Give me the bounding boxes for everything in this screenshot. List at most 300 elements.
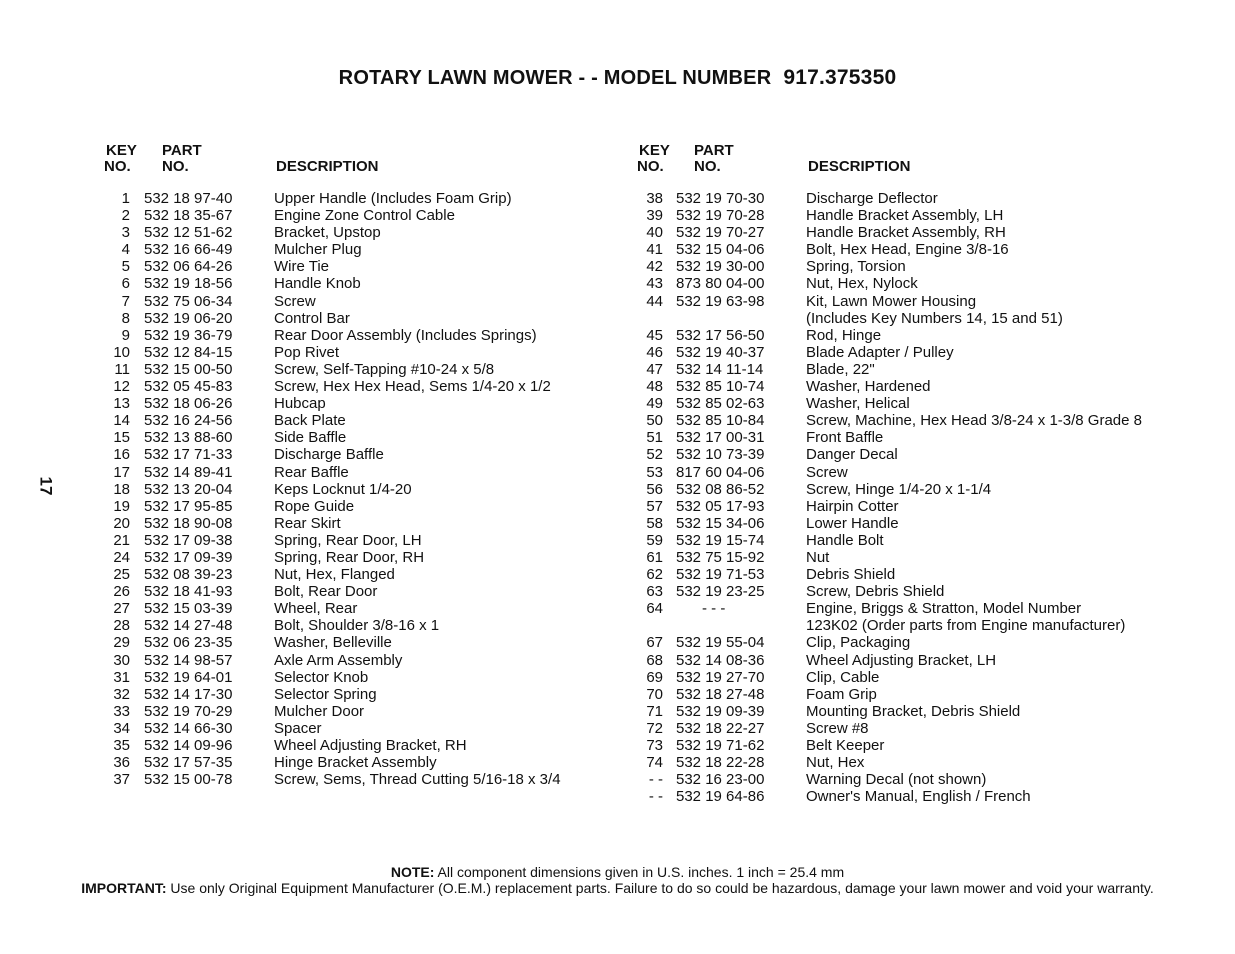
- key-number: 70: [646, 685, 663, 703]
- part-description: Screw, Machine, Hex Head 3/8-24 x 1-3/8 Grade 8: [806, 412, 1143, 430]
- part-description: Bolt, Rear Door: [274, 583, 378, 601]
- part-description: Screw #8: [806, 719, 869, 737]
- parts-row: [637, 634, 1197, 651]
- part-number: 532 19 18-56: [144, 275, 233, 293]
- key-number: 42: [646, 258, 663, 276]
- parts-row: [104, 241, 604, 258]
- part-number: 532 06 64-26: [144, 258, 233, 276]
- key-number: 11: [114, 360, 130, 378]
- part-number: 532 19 40-37: [676, 343, 765, 361]
- key-number: 34: [113, 719, 130, 737]
- parts-row: [637, 327, 1197, 344]
- parts-rows-right: [637, 190, 1197, 805]
- key-number: 51: [646, 429, 663, 447]
- part-number: 532 19 36-79: [144, 326, 233, 344]
- parts-row: [104, 600, 604, 617]
- key-number: 41: [646, 241, 663, 259]
- key-number: 8: [121, 309, 130, 327]
- part-number: 532 85 10-74: [676, 378, 765, 396]
- part-number: 532 15 00-50: [144, 360, 233, 378]
- part-number: 532 14 27-48: [144, 617, 233, 635]
- part-number: 532 15 04-06: [676, 241, 765, 259]
- parts-row: [637, 549, 1197, 566]
- key-number: 19: [113, 497, 130, 515]
- key-number: 72: [646, 719, 663, 737]
- parts-row: [104, 344, 604, 361]
- key-number: 58: [646, 514, 663, 532]
- part-description: Hairpin Cotter: [806, 497, 899, 515]
- part-number: 532 15 03-39: [144, 600, 233, 618]
- part-description: Upper Handle (Includes Foam Grip): [274, 190, 512, 207]
- key-number: 49: [646, 395, 663, 413]
- parts-row: [104, 224, 604, 241]
- part-number: 532 15 00-78: [144, 771, 233, 789]
- part-description: Screw, Hex Hex Head, Sems 1/4-20 x 1/2: [274, 378, 551, 396]
- part-description: Bolt, Hex Head, Engine 3/8-16: [806, 241, 1009, 259]
- column-headers-left: [104, 141, 604, 182]
- parts-row: [637, 481, 1197, 498]
- key-number: 69: [646, 668, 663, 686]
- part-description: Handle Bracket Assembly, RH: [806, 224, 1006, 242]
- key-number: 13: [113, 395, 130, 413]
- part-number: 532 85 10-84: [676, 412, 765, 430]
- parts-row: [637, 754, 1197, 771]
- part-description: Side Baffle: [274, 429, 347, 447]
- parts-row: [637, 669, 1197, 686]
- part-number: 532 19 64-86: [676, 788, 765, 806]
- model-number: 917.375350: [783, 66, 897, 89]
- key-number: 35: [113, 737, 130, 754]
- part-number: 532 18 97-40: [144, 190, 233, 207]
- part-number: 532 19 63-98: [676, 292, 765, 310]
- part-number: 532 08 86-52: [676, 480, 765, 498]
- parts-row: [104, 481, 604, 498]
- key-header-bottom: NO.: [104, 158, 131, 175]
- parts-row: [104, 532, 604, 549]
- parts-row: [104, 310, 604, 327]
- part-description: Spacer: [274, 719, 322, 737]
- part-number: 532 15 34-06: [676, 514, 765, 532]
- part-number: 532 17 09-39: [144, 548, 233, 566]
- parts-row: [637, 532, 1197, 549]
- key-number: 74: [646, 754, 663, 772]
- key-number: 2: [121, 207, 130, 225]
- key-number: 30: [113, 651, 130, 669]
- key-number: 9: [121, 326, 130, 344]
- key-number: 59: [646, 531, 663, 549]
- parts-row: [637, 310, 1197, 327]
- part-description: Nut, Hex, Nylock: [806, 275, 918, 293]
- part-description: Front Baffle: [806, 429, 884, 447]
- part-number: 532 19 09-39: [676, 702, 765, 720]
- part-description: Blade, 22": [806, 360, 875, 378]
- part-number: 532 18 22-27: [676, 719, 765, 737]
- parts-row: [104, 549, 604, 566]
- parts-list-right: [637, 141, 1197, 806]
- part-number: 532 19 55-04: [676, 634, 765, 652]
- parts-row: [104, 327, 604, 344]
- key-number: 4: [121, 241, 130, 259]
- part-header-top: PART: [694, 142, 734, 159]
- key-number: 44: [646, 292, 663, 310]
- key-number: 33: [113, 702, 130, 720]
- part-number: 532 12 51-62: [144, 224, 233, 242]
- part-number: 532 06 23-35: [144, 634, 233, 652]
- parts-rows-left: [104, 190, 604, 788]
- key-number: 1: [121, 190, 130, 207]
- part-number: 532 13 20-04: [144, 480, 233, 498]
- part-description: Nut: [806, 548, 830, 566]
- note-line: [0, 864, 1235, 880]
- important-text: Use only Original Equipment Manufacturer (O.E.M.) replacement parts. Failure to do so could be hazardous, damage your lawn mower and void your warranty.: [166, 880, 1154, 896]
- key-number: 53: [646, 463, 663, 481]
- parts-row: [637, 429, 1197, 446]
- part-description: Hinge Bracket Assembly: [274, 754, 437, 772]
- part-description: (Includes Key Numbers 14, 15 and 51): [806, 309, 1063, 327]
- part-description: Washer, Belleville: [274, 634, 392, 652]
- parts-row: [637, 224, 1197, 241]
- part-number: 532 18 22-28: [676, 754, 765, 772]
- part-description: Spring, Rear Door, LH: [274, 531, 422, 549]
- part-description: Washer, Helical: [806, 395, 910, 413]
- part-number: 532 19 70-30: [676, 190, 765, 207]
- part-number: 532 19 71-62: [676, 737, 765, 754]
- parts-row: [637, 207, 1197, 224]
- part-description: Bracket, Upstop: [274, 224, 381, 242]
- part-description: Rear Skirt: [274, 514, 341, 532]
- important-line: [0, 880, 1235, 896]
- part-description: Back Plate: [274, 412, 346, 430]
- title-text: ROTARY LAWN MOWER - - MODEL NUMBER: [338, 67, 772, 89]
- parts-row: [104, 207, 604, 224]
- part-number: 532 18 41-93: [144, 583, 233, 601]
- part-number: 532 75 15-92: [676, 548, 765, 566]
- parts-row: [104, 361, 604, 378]
- part-description: Rod, Hinge: [806, 326, 882, 344]
- part-header-bottom: NO.: [162, 158, 189, 175]
- part-description: Screw: [274, 292, 316, 310]
- part-number: 532 18 35-67: [144, 207, 233, 225]
- key-number: 18: [113, 480, 130, 498]
- part-description: Screw, Debris Shield: [806, 583, 945, 601]
- part-description: Screw, Self-Tapping #10-24 x 5/8: [274, 360, 495, 378]
- key-number: 36: [113, 754, 130, 772]
- parts-row: [637, 190, 1197, 207]
- part-description: Lower Handle: [806, 514, 899, 532]
- key-number: 5: [121, 258, 130, 276]
- part-description: Owner's Manual, English / French: [806, 788, 1031, 806]
- parts-row: [637, 446, 1197, 463]
- parts-row: [104, 634, 604, 651]
- part-description: Rear Door Assembly (Includes Springs): [274, 326, 537, 344]
- part-number: 532 14 17-30: [144, 685, 233, 703]
- parts-row: [637, 464, 1197, 481]
- key-number: 45: [646, 326, 663, 344]
- part-description: Handle Knob: [274, 275, 361, 293]
- key-number: 24: [113, 548, 130, 566]
- key-number: 63: [646, 583, 663, 601]
- part-description: Selector Knob: [274, 668, 369, 686]
- part-number: 532 08 39-23: [144, 566, 233, 584]
- part-header-top: PART: [162, 142, 202, 159]
- parts-row: [104, 515, 604, 532]
- part-description: Mulcher Plug: [274, 241, 362, 259]
- part-description: Selector Spring: [274, 685, 377, 703]
- parts-row: [104, 412, 604, 429]
- key-number: 64: [646, 600, 663, 618]
- part-number: 532 19 27-70: [676, 668, 765, 686]
- important-label: IMPORTANT:: [81, 880, 167, 896]
- part-number: 532 85 02-63: [676, 395, 765, 413]
- part-description: Wire Tie: [274, 258, 330, 276]
- key-number: 43: [646, 275, 663, 293]
- parts-row: [637, 344, 1197, 361]
- part-number: 532 10 73-39: [676, 446, 765, 464]
- part-description: 123K02 (Order parts from Engine manufacturer): [806, 617, 1126, 635]
- parts-row: [104, 429, 604, 446]
- part-description: Spring, Rear Door, RH: [274, 548, 425, 566]
- part-number: 532 13 88-60: [144, 429, 233, 447]
- part-number: 532 16 66-49: [144, 241, 233, 259]
- parts-row: [637, 686, 1197, 703]
- key-number: 6: [121, 275, 130, 293]
- parts-row: [637, 515, 1197, 532]
- parts-row: [637, 737, 1197, 754]
- part-number: 532 14 11-14: [676, 360, 764, 378]
- key-number: 39: [646, 207, 663, 225]
- key-number: 15: [113, 429, 130, 447]
- part-description: Rear Baffle: [274, 463, 349, 481]
- key-number: 26: [113, 583, 130, 601]
- part-number: 532 19 15-74: [676, 531, 765, 549]
- parts-row: [637, 258, 1197, 275]
- parts-row: [637, 652, 1197, 669]
- parts-row: [104, 498, 604, 515]
- key-number: 73: [646, 737, 663, 754]
- parts-row: [104, 720, 604, 737]
- key-number: 40: [646, 224, 663, 242]
- part-description: Screw, Hinge 1/4-20 x 1-1/4: [806, 480, 992, 498]
- key-number: - -: [648, 788, 663, 806]
- key-number: 7: [121, 292, 130, 310]
- part-number: 532 17 09-38: [144, 531, 233, 549]
- note-text: All component dimensions given in U.S. inches. 1 inch = 25.4 mm: [434, 864, 845, 880]
- parts-row: [104, 293, 604, 310]
- parts-row: [104, 771, 604, 788]
- part-number: 532 18 06-26: [144, 395, 233, 413]
- column-headers-right: [637, 141, 1197, 182]
- part-description: Hubcap: [274, 395, 326, 413]
- part-number: 532 14 66-30: [144, 719, 233, 737]
- parts-row: [104, 737, 604, 754]
- key-number: 20: [113, 514, 130, 532]
- part-description: Engine Zone Control Cable: [274, 207, 455, 225]
- key-number: 12: [113, 378, 130, 396]
- parts-row: [104, 566, 604, 583]
- key-number: 47: [646, 360, 663, 378]
- part-description: Engine, Briggs & Stratton, Model Number: [806, 600, 1082, 618]
- page-title: [0, 66, 1235, 90]
- part-description: Danger Decal: [806, 446, 898, 464]
- part-description: Handle Bolt: [806, 531, 884, 549]
- key-number: 62: [646, 566, 663, 584]
- part-number: 532 17 95-85: [144, 497, 233, 515]
- key-number: 48: [646, 378, 663, 396]
- parts-row: [104, 378, 604, 395]
- key-number: 52: [646, 446, 663, 464]
- description-header: DESCRIPTION: [808, 158, 911, 175]
- key-number: 32: [113, 685, 130, 703]
- part-description: Axle Arm Assembly: [274, 651, 403, 669]
- key-number: 16: [113, 446, 130, 464]
- part-number: 532 05 17-93: [676, 497, 765, 515]
- parts-row: [637, 771, 1197, 788]
- key-number: 14: [113, 412, 130, 430]
- part-number: 532 17 56-50: [676, 326, 765, 344]
- part-number: 532 14 09-96: [144, 737, 233, 754]
- key-number: 17: [113, 463, 130, 481]
- page-number: 17: [36, 476, 56, 496]
- parts-row: [637, 583, 1197, 600]
- part-description: Control Bar: [274, 309, 350, 327]
- key-number: 21: [113, 531, 130, 549]
- part-number: 532 19 70-28: [676, 207, 765, 225]
- parts-row: [637, 703, 1197, 720]
- part-number: 532 75 06-34: [144, 292, 233, 310]
- part-number: 873 80 04-00: [676, 275, 765, 293]
- parts-row: [104, 446, 604, 463]
- key-number: 25: [113, 566, 130, 584]
- key-number: 38: [646, 190, 663, 207]
- part-description: Warning Decal (not shown): [806, 771, 987, 789]
- parts-row: [637, 788, 1197, 805]
- key-number: 46: [646, 343, 663, 361]
- part-number: 532 14 89-41: [144, 463, 233, 481]
- part-description: Screw: [806, 463, 848, 481]
- key-number: 3: [121, 224, 130, 242]
- part-header-bottom: NO.: [694, 158, 721, 175]
- parts-row: [637, 275, 1197, 292]
- part-number: 532 05 45-83: [144, 378, 233, 396]
- parts-row: [637, 720, 1197, 737]
- part-description: Blade Adapter / Pulley: [806, 343, 954, 361]
- parts-row: [104, 652, 604, 669]
- part-number: 532 17 71-33: [144, 446, 233, 464]
- key-number: 71: [646, 702, 663, 720]
- parts-row: [637, 498, 1197, 515]
- parts-list-left: [104, 141, 604, 789]
- part-number: - - -: [702, 600, 726, 618]
- parts-row: [104, 617, 604, 634]
- parts-row: [637, 293, 1197, 310]
- key-number: 10: [113, 343, 130, 361]
- key-number: 27: [113, 600, 130, 618]
- part-description: Keps Locknut 1/4-20: [274, 480, 412, 498]
- key-number: 68: [646, 651, 663, 669]
- part-description: Kit, Lawn Mower Housing: [806, 292, 977, 310]
- parts-row: [637, 617, 1197, 634]
- part-description: Nut, Hex, Flanged: [274, 566, 395, 584]
- part-number: 532 19 64-01: [144, 668, 233, 686]
- part-number: 532 19 30-00: [676, 258, 765, 276]
- part-number: 532 16 23-00: [676, 771, 765, 789]
- key-header-top: KEY: [106, 142, 137, 159]
- part-description: Nut, Hex: [806, 754, 865, 772]
- part-description: Clip, Packaging: [806, 634, 911, 652]
- parts-row: [104, 190, 604, 207]
- part-number: 532 19 71-53: [676, 566, 765, 584]
- key-number: 67: [646, 634, 663, 652]
- part-description: Pop Rivet: [274, 343, 340, 361]
- parts-row: [637, 566, 1197, 583]
- key-number: 56: [646, 480, 663, 498]
- part-description: Discharge Baffle: [274, 446, 384, 464]
- part-description: Belt Keeper: [806, 737, 885, 754]
- part-number: 532 18 27-48: [676, 685, 765, 703]
- key-number: 37: [113, 771, 130, 789]
- parts-row: [104, 686, 604, 703]
- part-number: 532 19 70-29: [144, 702, 233, 720]
- part-number: 532 17 57-35: [144, 754, 233, 772]
- part-description: Handle Bracket Assembly, LH: [806, 207, 1004, 225]
- part-number: 532 19 23-25: [676, 583, 765, 601]
- part-description: Mounting Bracket, Debris Shield: [806, 702, 1021, 720]
- key-number: - -: [648, 771, 663, 789]
- part-description: Wheel Adjusting Bracket, LH: [806, 651, 997, 669]
- key-number: 31: [113, 668, 130, 686]
- parts-row: [104, 464, 604, 481]
- key-header-bottom: NO.: [637, 158, 664, 175]
- part-description: Clip, Cable: [806, 668, 880, 686]
- part-number: 532 12 84-15: [144, 343, 233, 361]
- part-number: 532 18 90-08: [144, 514, 233, 532]
- part-description: Foam Grip: [806, 685, 877, 703]
- key-number: 50: [646, 412, 663, 430]
- parts-row: [637, 361, 1197, 378]
- part-number: 817 60 04-06: [676, 463, 765, 481]
- part-number: 532 16 24-56: [144, 412, 233, 430]
- part-description: Washer, Hardened: [806, 378, 931, 396]
- parts-row: [104, 395, 604, 412]
- parts-row: [637, 378, 1197, 395]
- parts-row: [104, 258, 604, 275]
- key-number: 28: [113, 617, 130, 635]
- part-number: 532 14 08-36: [676, 651, 765, 669]
- key-header-top: KEY: [639, 142, 670, 159]
- part-number: 532 14 98-57: [144, 651, 233, 669]
- part-description: Rope Guide: [274, 497, 355, 515]
- parts-row: [637, 600, 1197, 617]
- part-number: 532 19 06-20: [144, 309, 233, 327]
- parts-row: [104, 669, 604, 686]
- parts-row: [104, 754, 604, 771]
- parts-row: [104, 275, 604, 292]
- part-description: Discharge Deflector: [806, 190, 938, 207]
- part-description: Debris Shield: [806, 566, 896, 584]
- key-number: 29: [113, 634, 130, 652]
- parts-row: [637, 395, 1197, 412]
- part-description: Spring, Torsion: [806, 258, 906, 276]
- part-description: Screw, Sems, Thread Cutting 5/16-18 x 3/4: [274, 771, 561, 789]
- part-number: 532 19 70-27: [676, 224, 765, 242]
- description-header: DESCRIPTION: [276, 158, 379, 175]
- parts-row: [104, 583, 604, 600]
- part-description: Wheel Adjusting Bracket, RH: [274, 737, 467, 754]
- part-description: Mulcher Door: [274, 702, 365, 720]
- part-number: 532 17 00-31: [676, 429, 765, 447]
- part-description: Wheel, Rear: [274, 600, 358, 618]
- parts-row: [637, 241, 1197, 258]
